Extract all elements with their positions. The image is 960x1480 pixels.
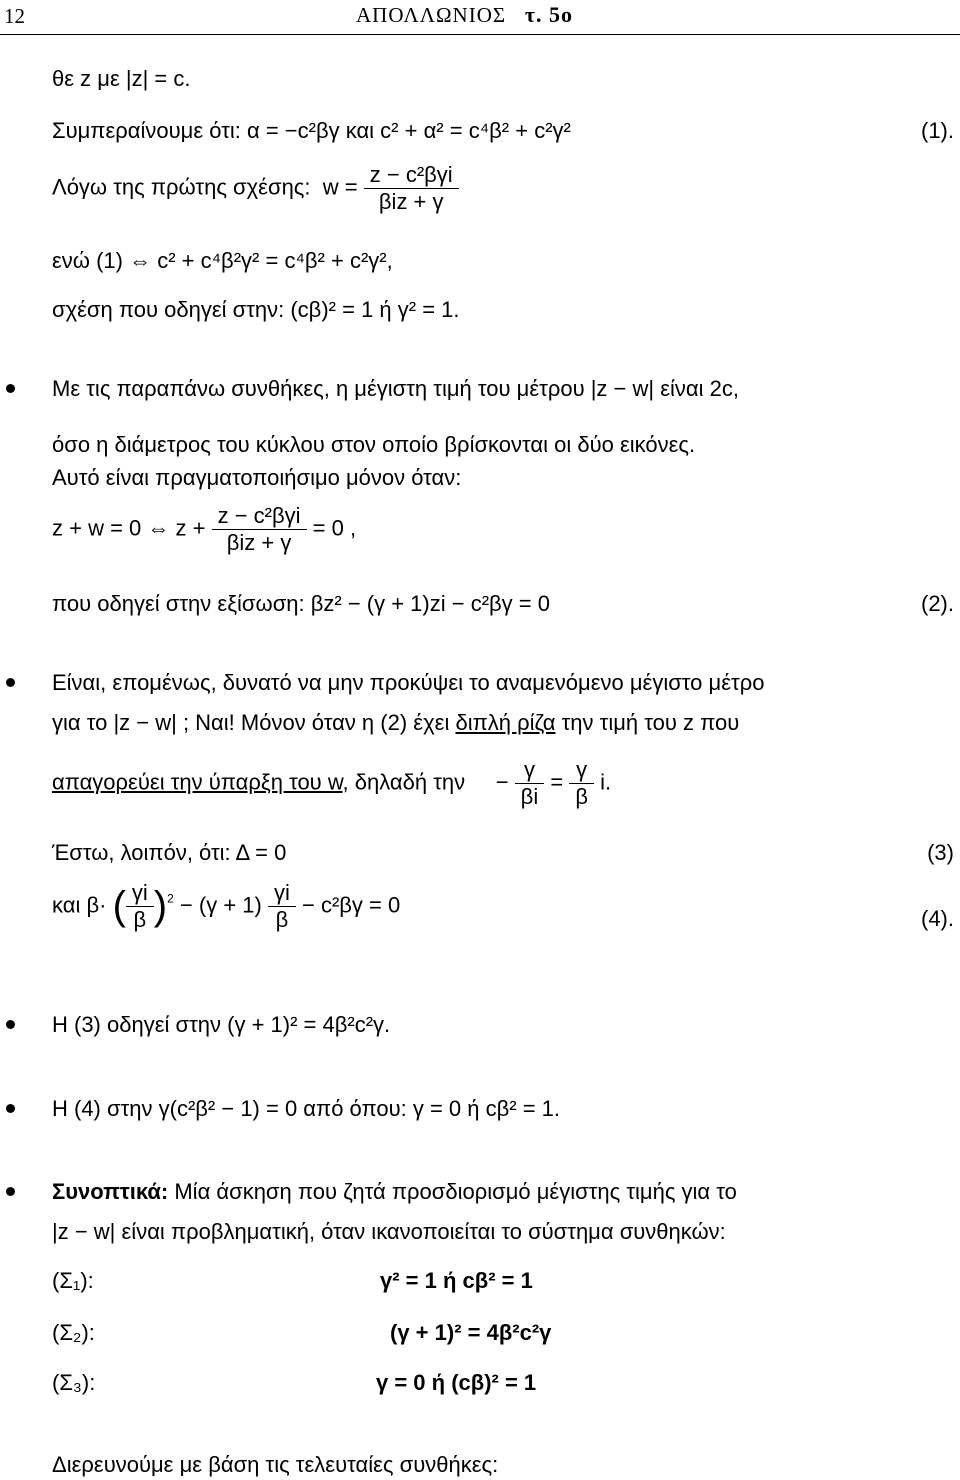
bullet-2-line-4-tag: (3) — [927, 840, 954, 865]
issue-number: τ. 5ο — [524, 2, 573, 27]
system-1-equation: γ² = 1 ή cβ² = 1 — [380, 1268, 533, 1293]
line-5: σχέση που οδηγεί στην: (cβ)² = 1 ή γ² = 1. — [52, 297, 460, 322]
system-1-label: (Σ₁): — [52, 1268, 94, 1293]
bullet-2 — [6, 678, 15, 687]
bullet-4 — [6, 1104, 15, 1113]
page-number: 12 — [4, 4, 25, 28]
system-3-label: (Σ₃): — [52, 1370, 96, 1395]
fraction-gamma-beta-i: $\frac{\gamma}{\beta i}$ — [515, 757, 545, 810]
line-2-tag: (1). — [921, 118, 954, 143]
bullet-1-line-3: Αυτό είναι πραγματοποιήσιμο μόνον όταν: — [52, 465, 462, 490]
bullet-2-line-2: για το |z − w| ; Ναι! Μόνον όταν η (2) έχει διπλή ρίζα την τιμή του z που — [52, 710, 740, 735]
line-2: Συμπεραίνουμε ότι: α = −c²βγ και c² + α² = c⁴β² + c²γ² — [52, 118, 571, 143]
last-line: Διερευνούμε με βάση τις τελευταίες συνθήκες: — [52, 1452, 499, 1477]
fraction-gamma-beta: $\frac{\gamma}{\beta}$ — [569, 757, 594, 810]
bullet-4-line: Η (4) στην γ(c²β² − 1) = 0 από όπου: γ = 0 ή cβ² = 1. — [52, 1096, 560, 1121]
bullet-2-line-1: Είναι, επομένως, δυνατό να μην προκύψει το αναμενόμενο μέγιστο μέτρο — [52, 670, 765, 695]
bullet-3 — [6, 1020, 15, 1029]
fraction-eq1: $\frac{\text{z − c²βγi}}{\text{βiz + γ}}$ — [212, 503, 307, 556]
line-4: ενώ (1) ⇔ c² + c⁴β²γ² = c⁴β² + c²γ², — [52, 248, 393, 273]
bullet-2-line-5: και β· ( $\frac{\gamma i}{\beta}$ )$^2$ − (γ + 1) $\frac{\gamma i}{\beta}$ − c²βγ = 0 — [52, 880, 401, 932]
bullet-5 — [6, 1187, 15, 1196]
bullet-1-line-1: Με τις παραπάνω συνθήκες, η μέγιστη τιμή του μέτρου |z − w| είναι 2c, — [52, 376, 739, 401]
header-rule — [0, 34, 960, 35]
system-2-equation: (γ + 1)² = 4β²c²γ — [390, 1320, 552, 1345]
system-2-label: (Σ₂): — [52, 1320, 95, 1345]
bullet-5-line-2: |z − w| είναι προβληματική, όταν ικανοποιείται το σύστημα συνθηκών: — [52, 1219, 726, 1244]
bullet-1-line-2: όσο η διάμετρος του κύκλου στον οποίο βρίσκονται οι δύο εικόνες. — [52, 432, 696, 457]
bullet-5-line-1: Συνοπτικά: Μία άσκηση που ζητά προσδιορισμό μέγιστης τιμής για το — [52, 1179, 737, 1204]
fraction-w: $\frac{\text{z − c²βγi}}{\text{βiz + γ}}$ — [364, 162, 459, 215]
fraction-gi-b-2: $\frac{\gamma i}{\beta}$ — [268, 880, 296, 933]
bullet-2-line-3: απαγορεύει την ύπαρξη του w, δηλαδή την − $\frac{\gamma}{\beta i}$ = $\frac{\gamma}{\beta}$ i. — [52, 757, 612, 809]
bullet-1 — [6, 384, 15, 393]
equation-z-plus-w: z + w = 0 ⇔ z + $\frac{\text{z − c²βγi}}{\text{βiz + γ}}$ = 0 , — [52, 503, 357, 555]
bullet-3-line: Η (3) οδηγεί στην (γ + 1)² = 4β²c²γ. — [52, 1012, 391, 1037]
summary-label: Συνοπτικά: — [52, 1179, 169, 1204]
line-3: Λόγω της πρώτης σχέσης: w = $\frac{\text{z − c²βγi}}{\text{βiz + γ}}$ — [52, 162, 459, 215]
bullet-1-line-5: που οδηγεί στην εξίσωση: βz² − (γ + 1)zi − c²βγ = 0 — [52, 591, 550, 616]
fraction-gi-b: $\frac{\gamma i}{\beta}$ — [126, 880, 154, 933]
page-header — [0, 0, 960, 38]
bullet-2-line-4: Έστω, λοιπόν, ότι: Δ = 0 — [52, 840, 287, 865]
system-3-equation: γ = 0 ή (cβ)² = 1 — [376, 1370, 537, 1395]
bullet-1-line-5-tag: (2). — [921, 591, 954, 616]
journal-title: ΑΠΟΛΛΩΝΙΟΣ τ. 5ο — [356, 2, 573, 27]
line-1: θε z με |z| = c. — [52, 66, 191, 91]
bullet-2-line-5-tag: (4). — [921, 906, 954, 931]
